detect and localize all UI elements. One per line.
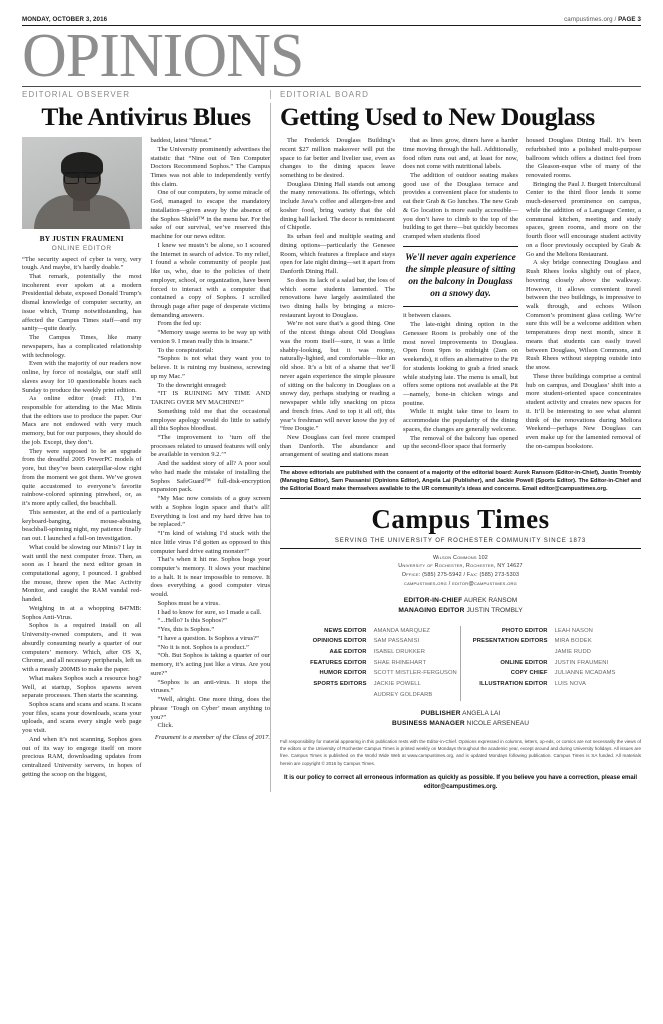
paragraph: Even with the majority of our readers now online, by force of nostalgia, our staff still slaves away for 10 questionable hours each Sunday to produce the weekly print edition. bbox=[22, 360, 142, 394]
headline-new-douglass: Getting Used to New Douglass bbox=[280, 102, 595, 132]
staff-name: SCOTT MISTLER-FERGUSON bbox=[373, 670, 457, 677]
staff-row bbox=[280, 636, 460, 647]
paragraph: “IT IS RUINING MY TIME AND TAKING OVER MY MACHINE!” bbox=[150, 390, 270, 407]
paragraph: “The security aspect of cyber is very, very tough. And maybe, it’s hardly doable.” bbox=[22, 255, 142, 272]
staff-column-left bbox=[280, 626, 460, 701]
paragraph: “No it is not. Sophos is a product.” bbox=[157, 643, 249, 651]
kicker-editorial-board: EDITORIAL BOARD bbox=[270, 90, 641, 99]
staff-name: JUSTIN FRAUMENI bbox=[554, 659, 609, 666]
publication-date: MONDAY, OCTOBER 3, 2016 bbox=[22, 16, 108, 23]
paragraph: Sophos scans and scans and scans. It scans your files, scans your downloads, scans your uploads, and scans every single web page you visit. bbox=[22, 700, 142, 735]
masthead bbox=[280, 503, 641, 792]
staff-role bbox=[461, 647, 555, 658]
paragraph: I knew we mustn’t be alone, so I scoured the Internet in search of advice. To my relief, I found a whole community of people just like us, who, due to the policies of their employer, school, or organization, have been forced to interact with a computer that contained a copy of Sophos. I scrolled through page after page of desperate victims demanding answers. bbox=[150, 241, 270, 319]
headline-antivirus-blues: The Antivirus Blues bbox=[41, 102, 251, 132]
campus-times-logo: Campus Times bbox=[371, 503, 550, 534]
corrections-policy: It is our policy to correct all erroneous information as quickly as possible. If you believe you have a correction, please email editor@campustimes.org. bbox=[283, 775, 638, 790]
paragraph: “Yes, this is Sophos.” bbox=[157, 626, 215, 634]
paragraph: And when it’s not scanning, Sophos goes out of its way to engorge itself on more precious RAM, downloading updates from centralized University servers, in hopes of getting the scoop on the biggest, bbox=[22, 735, 142, 778]
staff-role: COPY CHIEF bbox=[510, 670, 548, 677]
paragraph: What could be slowing our Minis? I lay in wait until the next computer froze. Then, as soon as I heard the next editor groan in computational agony, I pounced. I grabbed the mouse, threw open the Mac Activity Monitor, and caught the RAM vandal red-handed. bbox=[22, 543, 142, 604]
kicker-row bbox=[22, 90, 641, 102]
staff-role: ILLUSTRATION EDITOR bbox=[479, 681, 548, 688]
paragraph: Sophos is a required install on all University-owned computers, and it was absurdly consuming nearly a quarter of our computers’ memory. Which, after OS X, Chrome, and all necessary peripherals, left us with a measly 200MB to make the paper. bbox=[22, 622, 142, 674]
paragraph: The University prominently advertises the statistic that “Nine out of Ten Computer Doctors Recommend Sophos.” The Campus Times was not able to independently verify this claim. bbox=[150, 145, 270, 188]
staff-name: ISABEL DRUKKER bbox=[373, 649, 426, 656]
douglass-body-2-top bbox=[403, 137, 518, 242]
paragraph: That’s when it hit me. Sophos hogs your computer’s memory. It slows your machine to a halt. It is near impossible to remove. It does everything a good computer virus would. bbox=[150, 556, 270, 599]
paragraph: Click. bbox=[157, 722, 174, 730]
staff-role: PHOTO EDITOR bbox=[501, 627, 548, 634]
staff-row bbox=[280, 668, 460, 679]
antivirus-columns bbox=[22, 137, 270, 780]
author-byline: BY JUSTIN FRAUMENI bbox=[39, 234, 124, 244]
douglass-column-1 bbox=[280, 137, 395, 460]
managing-editor-row bbox=[280, 606, 641, 617]
paragraph: Douglass Dining Hall stands out among the many renovations. Its offerings, which include Java’s coffee and allergen-free and kosher food, bring variety that the old dining hall lacked. The decor is reminiscent of Chipotle. bbox=[280, 180, 395, 232]
staff-role: NEWS EDITOR bbox=[324, 627, 367, 634]
address-line-4[interactable]: campustimes.org / editor@campustimes.org bbox=[404, 580, 517, 587]
staff-row bbox=[461, 626, 641, 637]
paragraph: “Sophos is not what they want you to believe. It is ruining my business, screwing up my Mac.” bbox=[150, 355, 270, 380]
staff-row bbox=[280, 690, 460, 701]
paragraph: A sky bridge connecting Douglass and Rush Rhees looks slightly out of place, hovering closely above the walkway. However, it allows convenient travel between the two buildings, is impressive to walk through, and echoes Wilson Common’s prominent glass ceiling. We’re sure this will be a welcome addition when temperatures drop next month, since it means that students can easily travel between Douglass, Wilson Commons, and Rush Rhees without stepping outside into the snow. bbox=[526, 259, 641, 372]
douglass-column-2 bbox=[403, 137, 518, 460]
author-portrait-icon bbox=[22, 137, 142, 229]
staff-name: SHAE RHINEHART bbox=[373, 659, 427, 666]
article-new-douglass bbox=[270, 103, 641, 792]
paragraph: That remark, potentially the most incoherent ever spoken at a modern Presidential debate, exposed Donald Trump’s dismal knowledge of computer security, an issue which, Trump notwithstanding, has affected the Campus Times staff—and my sanity—quite dearly. bbox=[22, 273, 142, 333]
paragraph: As online editor (read: IT), I’m responsible for attending to the Mac Minis that the editors use to produce the paper. Our Macs are not endowed with very much memory, but for our purposes, they should do the job. Except, they don’t. bbox=[22, 395, 142, 446]
paragraph: Weighing in at a whopping 847MB: Sophos Anti-Virus. bbox=[22, 604, 142, 621]
staff-column-right bbox=[460, 626, 641, 701]
douglass-body-3 bbox=[526, 137, 641, 451]
antivirus-column-2 bbox=[151, 137, 271, 780]
staff-role: A&E EDITOR bbox=[329, 649, 367, 656]
staff-role: ONLINE EDITOR bbox=[500, 659, 548, 666]
address-line-2: University of Rochester, Rochester, NY 14627 bbox=[398, 563, 523, 570]
staff-row bbox=[280, 658, 460, 669]
paragraph: These three buildings comprise a central hub on campus, and Douglass’ shift into a more student-oriented space concentrates student activity and creates new spaces for it. It’ll be interesting to see what alumni think of the renovations during Meliora Weekend—perhaps New Douglass can even make up for the lamented removal of the on-campus bookstore. bbox=[526, 372, 641, 450]
staff-role bbox=[280, 690, 374, 701]
managing-editor-role: MANAGING EDITOR bbox=[398, 607, 465, 615]
website-url: campustimes.org / bbox=[564, 16, 619, 23]
address-line-1: Wilson Commons 102 bbox=[432, 554, 489, 561]
section-flag: OPINIONS bbox=[22, 22, 304, 90]
editor-in-chief-row bbox=[280, 596, 641, 607]
staff-role: FEATURES EDITOR bbox=[310, 659, 367, 666]
paragraph: From the fed up: bbox=[157, 320, 202, 328]
paragraph: We’re not sure that’s a good thing. One of the nicest things about Old Douglass was the room itself—sure, it was a little shabby-looking, but it was roomy, naturally-lighted, and comfortable—like an old shoe. It’s a bit of a shame that we’ll never again experience the simple pleasure of sitting on the balcony in Douglass on a snowy day, perhaps studying or reading a newspaper while idly snacking on pizza and french fries. And to top it all off, this year’s freshman will never know the joy of “free Dougie.” bbox=[280, 320, 395, 433]
staff-name: JAMIE RUDD bbox=[554, 649, 592, 656]
masthead-address bbox=[280, 554, 641, 589]
staff-row bbox=[461, 647, 641, 658]
masthead-leadership bbox=[280, 596, 641, 617]
paragraph: While it might take time to learn to accommodate the popularity of the dining spaces, the changes are generally welcome. bbox=[403, 408, 518, 433]
paragraph: To the conspiratorial: bbox=[157, 346, 214, 354]
staff-row bbox=[461, 636, 641, 647]
douglass-columns bbox=[280, 137, 641, 460]
paragraph: it between classes. bbox=[403, 312, 452, 320]
douglass-body-2-bottom bbox=[403, 312, 518, 452]
paragraph: Its urban feel and multiple seating and dining options—particularly the Genesee Room, which features a fireplace and stays open for late night dining—set it apart from Danforth Dining Hall. bbox=[280, 233, 395, 276]
paragraph: I had to know for sure, so I made a call. bbox=[157, 608, 262, 616]
business-manager-role: BUSINESS MANAGER bbox=[392, 720, 465, 728]
staff-directory bbox=[280, 626, 641, 701]
antivirus-body-1 bbox=[22, 256, 142, 780]
paragraph: The Frederick Douglass Building’s recent $27 million makeover will put the space to far better and livelier use, even as changes to the dining spaces leave something to be desired. bbox=[280, 137, 395, 179]
page-number: PAGE 3 bbox=[618, 16, 641, 23]
paragraph: The late-night dining option in the Genessee Room is probably one of the most novel improvements to Douglass. Open from 9pm to midnight (2am on weekends), it offers an alternative to the Pit for students looking to grab a fried snack while studying late. The menu is small, but offers some options not available at the Pit—namely, bone-in chicken wings and poutine. bbox=[403, 321, 518, 407]
page-locator bbox=[564, 16, 641, 23]
paragraph: “...Hello? Is this Sophos?” bbox=[157, 617, 227, 625]
paragraph: One of our computers, by some miracle of God, managed to escape the mandatory installation—given away by the absence of the Sophos Shield™ in the menu bar. For the sake of our survival, we’ve reserved this machine for our news editor. bbox=[150, 189, 270, 241]
staff-row bbox=[461, 679, 641, 690]
staff-name: AMANDA MARQUEZ bbox=[373, 627, 431, 634]
paragraph: And the saddest story of all? A poor soul who had made the mistake of installing the Sophos SafeGuard™ full-disk-encryption expansion pack. bbox=[150, 460, 270, 494]
douglass-body-1 bbox=[280, 137, 395, 460]
staff-name: MIRA BODEK bbox=[554, 638, 592, 645]
paragraph: “I’m kind of wishing I’d stuck with the nice little virus I’d gotten as opposed to this computer hard drive eating monster!” bbox=[150, 530, 270, 555]
paragraph: housed Douglass Dining Hall. It’s been refurbished into a polished multi-purpose ballroom which offers a distinct feel from the Gleason-esque vibe of many of the renovated rooms. bbox=[526, 137, 641, 179]
author-title: ONLINE EDITOR bbox=[51, 244, 112, 252]
staff-role: PRESENTATION EDITORS bbox=[472, 638, 548, 645]
paragraph: The addition of outdoor seating makes good use of the Douglass terrace and provides a convenient place for students to eat their Grab & Go lunches. The new Grab & Go location is more easily accessible—you don’t have to climb to the top of the building to get there—but quickly becomes cramped when students flood bbox=[403, 171, 518, 241]
staff-name: JULIANNE MCADAMS bbox=[554, 670, 616, 677]
paragraph: “Memory usage seems to be way up with version 9. I mean really this is insane.” bbox=[150, 329, 270, 345]
staff-name: AUDREY GOLDFARB bbox=[373, 691, 433, 698]
paragraph: New Douglass can feel more cramped than Danforth. The abundance and arrangement of seating and stations mean bbox=[280, 434, 395, 459]
paragraph: What makes Sophos such a resource hog? Well, at startup, Sophos spawns seven separate processes. Then starts the scanning. bbox=[22, 674, 142, 700]
legal-disclaimer: Full responsibility for material appearing in this publication rests with the Editor-in-Chief. Opinions expressed in columns, letters, op-eds, or comics are not necessarily the views of the editors or the University of Rochester Campus Times is printed weekly on Mondays throughout the academic year, except around and during University holidays. All issues are free. Campus Times is published on the World Wide Web at www.campustimes.org, and is updated Mondays following publication. Campus Times is SA funded. All materials herein are copyright © 2016 by Campus Times. bbox=[280, 738, 641, 766]
editorial-board-note: The above editorials are published with the consent of a majority of the editorial board: Aurek Ransom (Editor-in-Chief), Justin Trombly (Managing Editor), Sam Passanisi (Opinions Editor), Angela Lai (Publisher), and Jackie Powell (Sports Editor). The Editor-in-Chief and the Editorial Board make themselves available to the UR community’s ideas and concerns. Email editor@campustimes.org. bbox=[280, 466, 641, 498]
paragraph: The Campus Times, like many newspapers, has a complicated relationship with technology. bbox=[22, 334, 142, 359]
paragraph: “The improvement to ‘turn off the processes related to unused features will only be available in version 9.2.’” bbox=[150, 434, 270, 459]
douglass-column-3 bbox=[526, 137, 641, 460]
staff-row bbox=[461, 668, 641, 679]
staff-role: OPINIONS EDITOR bbox=[312, 638, 367, 645]
paragraph: “My Mac now consists of a gray screen with a Sophos login space and that’s all! Everything is lost and my hard drive has to be replaced.” bbox=[150, 495, 270, 529]
address-line-3: Office: (585) 275-5942 / Fax: (585) 273-5303 bbox=[401, 572, 520, 579]
paragraph: baddest, latest “threat.” bbox=[150, 137, 212, 145]
managing-editor-name: JUSTIN TROMBLY bbox=[466, 607, 523, 615]
paragraph: that as lines grow, diners have a harder time moving through the hall. Additionally, food often runs out and, at least for now, does not come with nutritional labels. bbox=[403, 137, 518, 171]
author-signoff: Fraumeni is a member of the Class of 2017. bbox=[154, 733, 270, 741]
staff-name: LEAH NASON bbox=[554, 627, 593, 634]
staff-name: LUIS NOVA bbox=[554, 681, 586, 688]
antivirus-body-2 bbox=[151, 137, 271, 743]
staff-row bbox=[280, 626, 460, 637]
paragraph: “Oh. But Sophos is taking a quarter of our memory, it’s acting just like a virus. Are you sure?” bbox=[150, 652, 270, 677]
paragraph: Sophos must be a virus. bbox=[157, 599, 220, 607]
pull-quote: We'll never again experience the simple pleasure of sitting on the balcony in Douglass on a snowy day. bbox=[403, 246, 518, 308]
business-manager-row bbox=[280, 719, 641, 730]
staff-row bbox=[461, 658, 641, 669]
staff-row bbox=[280, 679, 460, 690]
paragraph: “Sophos is an anti-virus. It stops the viruses.” bbox=[150, 678, 270, 695]
author-photo-block bbox=[22, 137, 142, 252]
kicker-editorial-observer: EDITORIAL OBSERVER bbox=[22, 90, 131, 100]
staff-role: SPORTS EDITORS bbox=[313, 681, 367, 688]
staff-row bbox=[280, 647, 460, 658]
masthead-tagline: SERVING THE UNIVERSITY OF ROCHESTER COMMUNITY SINCE 1873 bbox=[280, 538, 641, 549]
editor-in-chief-role: EDITOR-IN-CHIEF bbox=[403, 596, 463, 604]
article-packages bbox=[22, 103, 641, 792]
paragraph: Something told me that the occasional employee apology would do little to satisfy all this Sophos bloodlust. bbox=[150, 407, 270, 433]
paragraph: Bringing the Paul J. Burgett Intercultural Center to the third floor lends it some much-deserved prominence on campus, while the addition of a Language Center, a communal kitchen, meeting and study spaces, green rooms, and more on the fourth floor will encourage student activity on a floor previously occupied by Grab & Go and the Meliora Restaurant. bbox=[526, 180, 641, 258]
paragraph: The removal of the balcony has opened up the second-floor space that formerly bbox=[403, 434, 518, 451]
paragraph: So does its lack of a salad bar, the loss of which some students lamented. The renovations have largely assimilated the two dining halls by bringing a micro-restaurant layout to Douglass. bbox=[280, 276, 395, 319]
antivirus-column-1 bbox=[22, 137, 142, 780]
editor-in-chief-name: AUREK RANSOM bbox=[463, 596, 518, 604]
publisher-role: PUBLISHER bbox=[420, 709, 461, 717]
publisher-row bbox=[280, 709, 641, 720]
staff-name: JACKIE POWELL bbox=[373, 681, 421, 688]
paragraph: “Well, alright. One more thing, does the phrase ‘Tough on Cyber’ mean anything to you?” bbox=[150, 696, 270, 721]
paragraph: They were supposed to be an upgrade from the dreadful 2005 PowerPC models of yore, but they’ve been caterpillar-slow right from the moment we got them. We’ve grown quite accustomed to everyone’s favorite rainbow-colored spinning pinwheel, or, as it’s more aptly called, the beachball. bbox=[22, 447, 142, 508]
staff-name: SAM PASSANISI bbox=[373, 638, 420, 645]
paragraph: This semester, at the end of a particularly keyboard-banging, mouse-abusing, beachball-spinning night, my patience finally ran out. I launched a full-on investigation. bbox=[22, 508, 142, 543]
article-antivirus-blues bbox=[22, 103, 270, 792]
paragraph: “I have a question. Is Sophos a virus?” bbox=[157, 634, 259, 642]
masthead-business bbox=[280, 709, 641, 730]
paragraph: To the downright enraged: bbox=[157, 381, 227, 389]
publisher-name: ANGELA LAI bbox=[462, 709, 501, 717]
staff-role: HUMOR EDITOR bbox=[319, 670, 367, 677]
business-manager-name: NICOLE ARSENEAU bbox=[466, 720, 529, 728]
